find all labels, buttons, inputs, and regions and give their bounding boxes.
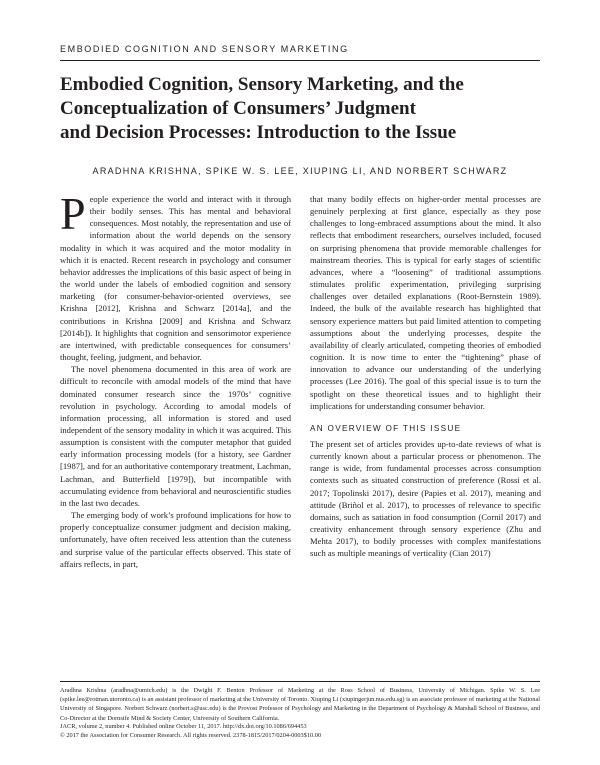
paragraph: The novel phenomena documented in this area of work are difficult to reconcile with amodal models of the mind that have dominated consumer research since the 1970s’ cognitive revolution in psychology. According to amodal models of information processing, all information is stored and used independent of the sensory modality in which it was acquired. This assumption is consistent with the computer metaphor that guided early information processing models (for a history, see Gardner [1987], and for an authoritative contemporary treatment, Lachman, Lachman, and Butterfield [1979]), but incompatible with accumulating evidence from behavioral and neuroscientific studies in the last two decades. (60, 364, 291, 508)
footnote-rule (60, 681, 540, 682)
footnote-publication (60, 722, 540, 740)
affiliations-text: Aradhna Krishna (aradhna@umich.edu) is the Dwight F. Benton Professor of Marketing at the Ross School of Business, University of Michigan. Spike W. S. Lee (spike.lee@rotman.utoronto.ca) is an assistant professor of marketing at the University of Toronto. Xiuping Li (xiupingerjun.nus.edu.sg) is an associate professor of marketing at the National University of Singapore. Norbert Schwarz (norbert.s@usc.edu) is the Provost Professor of Psychology and Marketing in the Department of Psychology & Marshall School of Business, and Co-Director at the Dornsife Mind & Society Center, University of Southern California. (60, 687, 540, 722)
title-line: and Decision Processes: Introduction to the Issue (60, 122, 457, 143)
body-column-right (310, 193, 541, 560)
footnote-affiliations (60, 686, 540, 723)
title-line: Conceptualization of Consumers’ Judgment (60, 98, 416, 119)
header-rule (60, 60, 540, 61)
paragraph: The emerging body of work’s profound implications for how to properly conceptualize consumer judgment and decision making, unfortunately, have often received less attention than the cuteness and surprise value of the particular effects observed. This state of affairs reflects, in part, (60, 510, 291, 569)
drop-cap: P (60, 188, 86, 239)
section-label: EMBODIED COGNITION AND SENSORY MARKETING (60, 44, 349, 54)
body-column-left (60, 188, 291, 570)
paragraph-text: eople experience the world and interact with it through their bodily senses. This has mental and behavioral consequences. Most notably, the representation and use of information about the world depends on the sensory modality in which it was acquired and the motor modality in which it is enacted. Recent research in psychology and consumer behavior addresses the implications of this basic aspect of being in the world under the labels of embodied cognition and sensory marketing (for consumer-behavior-oriented overviews, see Krishna [2012], Krishna and Schwarz [2014a], and the contributions in Krishna [2009] and Krishna and Schwarz [2014b]). It highlights that cognition and sensorimotor experience are intertwined, with predictable consequences for consumers’ thought, feeling, judgment, and behavior. (60, 194, 291, 363)
title-line: Embodied Cognition, Sensory Marketing, and the (60, 74, 464, 95)
article-title (60, 73, 540, 145)
paragraph: that many bodily effects on higher-order mental processes are genuinely perplexing at first glance, especially as they pose challenges to long-embraced assumptions about the mind. It also reflects that embodiment researchers, ourselves included, focused on surprising phenomena that provide memorable challenges for mainstream theories. This is typical for early stages of scientific advances, where a “loosening” of traditional assumptions stimulates prolific experimentation, privileging surprising challenges over detailed explanations (Root-Bernstein 1989). Indeed, the bulk of the available research has highlighted that sensory experience matters but paid limited attention to competing assumptions about the underlying processes, despite the availability of clearly articulated, competing theories of embodied cognition. It is now time to enter the “tightening” phase of innovation to advance our understanding of the underlying processes (Lee 2016). The goal of this special issue is to turn the spotlight on these theoretical issues and to highlight their implications for understanding consumer behavior. (310, 194, 541, 411)
author-list: ARADHNA KRISHNA, SPIKE W. S. LEE, XIUPING LI, AND NORBERT SCHWARZ (92, 166, 508, 176)
copyright-notice: © 2017 the Association for Consumer Research. All rights reserved. 2378-1815/2017/0204-0003$10.00 (60, 732, 321, 740)
section-heading: AN OVERVIEW OF THIS ISSUE (310, 423, 462, 433)
journal-info: JACR, volume 2, number 4. Published online October 11, 2017. http://dx.doi.org/10.1086/694453 (60, 723, 307, 730)
paragraph (60, 188, 291, 363)
paragraph: The present set of articles provides up-to-date reviews of what is currently known about a particular process or phenomenon. The range is wide, from fundamental processes across consumption contexts such as situated construction of preference (Rossi et al. 2017; Topolinski 2017), desire (Papies et al. 2017), meaning and attitude (Briñol et al. 2017), to processes of relevance to specific domains, such as satiation in food consumption (Cornil 2017) and creativity enhancement through sensory experience (Zhu and Mehta 2017), to bodily processes with complex manifestations such as multiple meanings of verticality (Cian 2017) (310, 438, 541, 559)
